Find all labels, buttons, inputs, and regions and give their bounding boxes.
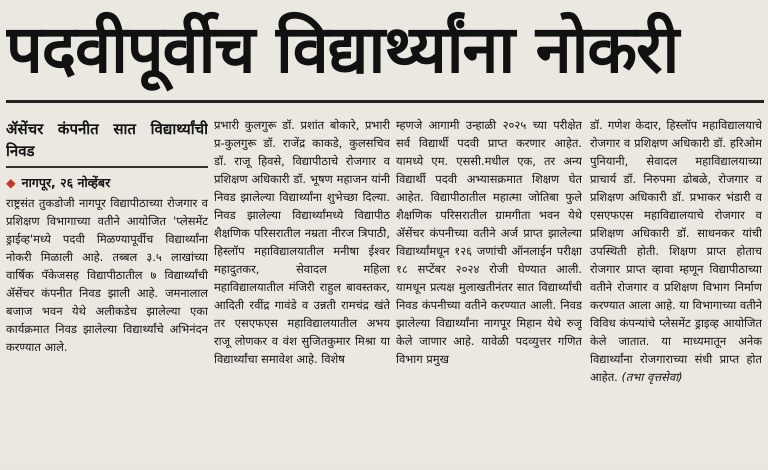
headline: पदवीपूर्वीच विद्यार्थ्यांना नोकरी xyxy=(6,11,679,88)
column-1 xyxy=(6,108,208,462)
subheadline: ॲसेंचर कंपनीत सात विद्यार्थ्यांची निवड xyxy=(6,118,208,168)
headline-rule xyxy=(6,100,764,103)
article-paragraph-4-text: डॉ. गणेश केदार, हिस्लॉप महाविद्यालयाचे रोजगार व प्रशिक्षण अधिकारी डॉ. हरिओम पुनियानी, सेवादल महाविद्यालयाच्या प्राचार्य डॉ. निरुपमा ढोबळे, रोजगार व प्रशिक्षण अधिकारी डॉ. प्रभाकर भंडारी व एसएफएस महाविद्यालयाचे रोजगार व प्रशिक्षण अधिकारी डॉ. साधनकर यांची उपस्थिती होती. शिक्षण प्राप्त होताच रोजगार प्राप्त व्हावा म्हणून विद्यापीठाच्या वतीने रोजगार व प्रशिक्षण विभाग निर्माण करण्यात आला आहे. या विभागाच्या वतीने विविध कंपन्यांचे प्लेसमेंट ड्राइव्ह आयोजित केले जातात. या माध्यमातून अनेक विद्यार्थ्यांना रोजगाराच्या संधी प्राप्त होत आहेत. xyxy=(590,118,762,384)
article-paragraph-2: प्रभारी कुलगुरू डॉ. प्रशांत बोकारे, प्रभारी प्र-कुलगुरू डॉ. राजेंद्र काकडे, कुलसचिव डॉ. राजू हिवसे, विद्यापीठाचे रोजगार व प्रशिक्षण अधिकारी डॉ. भूषण महाजन यांनी निवड झालेल्या विद्यार्थ्यांना शुभेच्छा दिल्या. निवड झालेल्या विद्यार्थ्यांमध्ये विद्यापीठ शैक्षणिक परिसरातील नम्रता नीरज त्रिपाठी, हिस्लॉप महाविद्यालयातील मनीषा ईश्वर महादुतकर, सेवादल महिला महाविद्यालयातील मंजिरी राहुल बावस्तकर, आदिती रवींद्र गावंडे व उन्नती रामचंद्र खंते तर एसएफएस महाविद्यालयातील अभय राजू लोणकर व वंश सुजितकुमार मिश्रा या विद्यार्थ्यांचा समावेश आहे. विशेष xyxy=(214,118,390,366)
dateline-text: नागपूर, २६ नोव्हेंबर xyxy=(21,175,111,190)
article-paragraph-3: म्हणजे आगामी उन्हाळी २०२५ च्या परीक्षेत सर्व विद्यार्थी पदवी प्राप्त करणार आहेत. यामध्ये एम. एससी.मधील एक, तर अन्य विद्यार्थी पदवी अभ्यासक्रमात शिक्षण घेत आहेत. विद्यापीठातील महात्मा जोतिबा फुले शैक्षणिक परिसरातील ग्रामगीता भवन येथे ॲसेंचर कंपनीच्या वतीने अर्ज प्राप्त झालेल्या विद्यार्थ्यांमधून १२६ जणांची ऑनलाईन परीक्षा १८ सप्टेंबर २०२४ रोजी घेण्यात आली. यामधून प्रत्यक्ष मुलाखतीनंतर सात विद्यार्थ्यांची निवड कंपनीच्या वतीने करण्यात आली. निवड झालेल्या विद्यार्थ्यांना नागपूर मिहान येथे रुजू केले जाणार आहे. यावेळी पदव्युत्तर गणित विभाग प्रमुख xyxy=(396,118,582,366)
column-3 xyxy=(396,116,582,470)
bullet-icon: ◆ xyxy=(6,175,16,190)
dateline xyxy=(6,174,208,192)
article-paragraph-1: राष्ट्रसंत तुकडोजी नागपूर विद्यापीठाच्या रोजगार व प्रशिक्षण विभागाच्या वतीने आयोजित 'प्लेसमेंट ड्राईव्ह'मध्ये पदवी मिळण्यापूर्वीच विद्यार्थ्यांना नोकरी मिळाली आहे. तब्बल ३.५ लाखांच्या वार्षिक पॅकेजसह विद्यापीठातील ७ विद्यार्थ्यांची ॲसेंचर कंपनीत निवड झाली आहे. जमनालाल बजाज भवन येथे अलीकडेच झालेल्या एका कार्यक्रमात निवड झालेल्या विद्यार्थ्यांचे अभिनंदन करण्यात आले. xyxy=(6,196,208,354)
news-credit: (तभा वृत्तसेवा) xyxy=(621,370,683,384)
column-4 xyxy=(590,116,762,470)
article-paragraph-4 xyxy=(590,116,762,386)
column-2 xyxy=(214,116,390,470)
